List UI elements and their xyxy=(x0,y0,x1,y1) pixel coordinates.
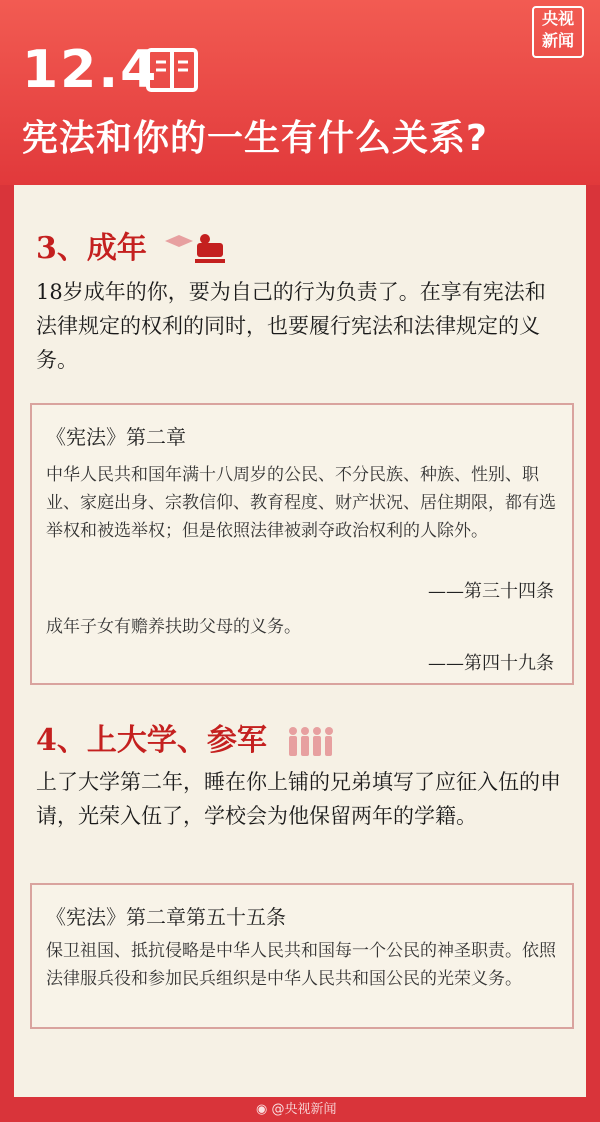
section3-quote-box xyxy=(30,403,574,685)
logo-line2: 新闻 xyxy=(541,31,574,50)
section3-box-title: 《宪法》第二章 xyxy=(46,425,186,449)
section4-paragraph: 上了大学第二年，睡在你上铺的兄弟填写了应征入伍的申请，光荣入伍了，学校会为他保留两年的学籍。 xyxy=(36,770,561,828)
header-banner xyxy=(0,0,600,185)
content-card xyxy=(14,185,586,1097)
weibo-watermark xyxy=(256,1098,337,1117)
weibo-icon: ◉ xyxy=(256,1102,268,1117)
section3-box-text1: 中华人民共和国年满十八周岁的公民、不分民族、种族、性别、职业、家庭出身、宗教信仰、教育程度、财产状况、居住期限，都有选举权和被选举权；但是依照法律被剥夺政治权利的人除外。 xyxy=(46,465,556,541)
page-title: 宪法和你的一生有什么关系? xyxy=(22,118,488,159)
section3-box-ref2: ——第四十九条 xyxy=(428,653,554,674)
date-label: 12.4 xyxy=(22,40,159,100)
section3-heading: 3、成年 xyxy=(36,223,225,267)
section4-box-text: 保卫祖国、抵抗侵略是中华人民共和国每一个公民的神圣职责。依照法律服兵役和参加民兵组织是中华人民共和国公民的光荣义务。 xyxy=(46,941,556,989)
watermark-text: @央视新闻 xyxy=(271,1102,337,1117)
soldiers-icon xyxy=(285,725,333,759)
section4-box-title: 《宪法》第二章第五十五条 xyxy=(46,905,286,929)
section3-box-text2: 成年子女有赡养扶助父母的义务。 xyxy=(46,617,301,637)
section4-heading: 4、上大学、参军 xyxy=(36,715,333,759)
section3-box-ref1: ——第三十四条 xyxy=(428,581,554,602)
logo-line1: 央视 xyxy=(541,9,574,28)
graduation-icon xyxy=(165,233,225,267)
section3-paragraph: 18岁成年的你，要为自己的行为负责了。在享有宪法和法律规定的权利的同时，也要履行宪法和法律规定的义务。 xyxy=(36,280,546,372)
open-book-icon xyxy=(146,48,198,92)
cctv-news-logo xyxy=(532,6,584,58)
section4-quote-box xyxy=(30,883,574,1029)
